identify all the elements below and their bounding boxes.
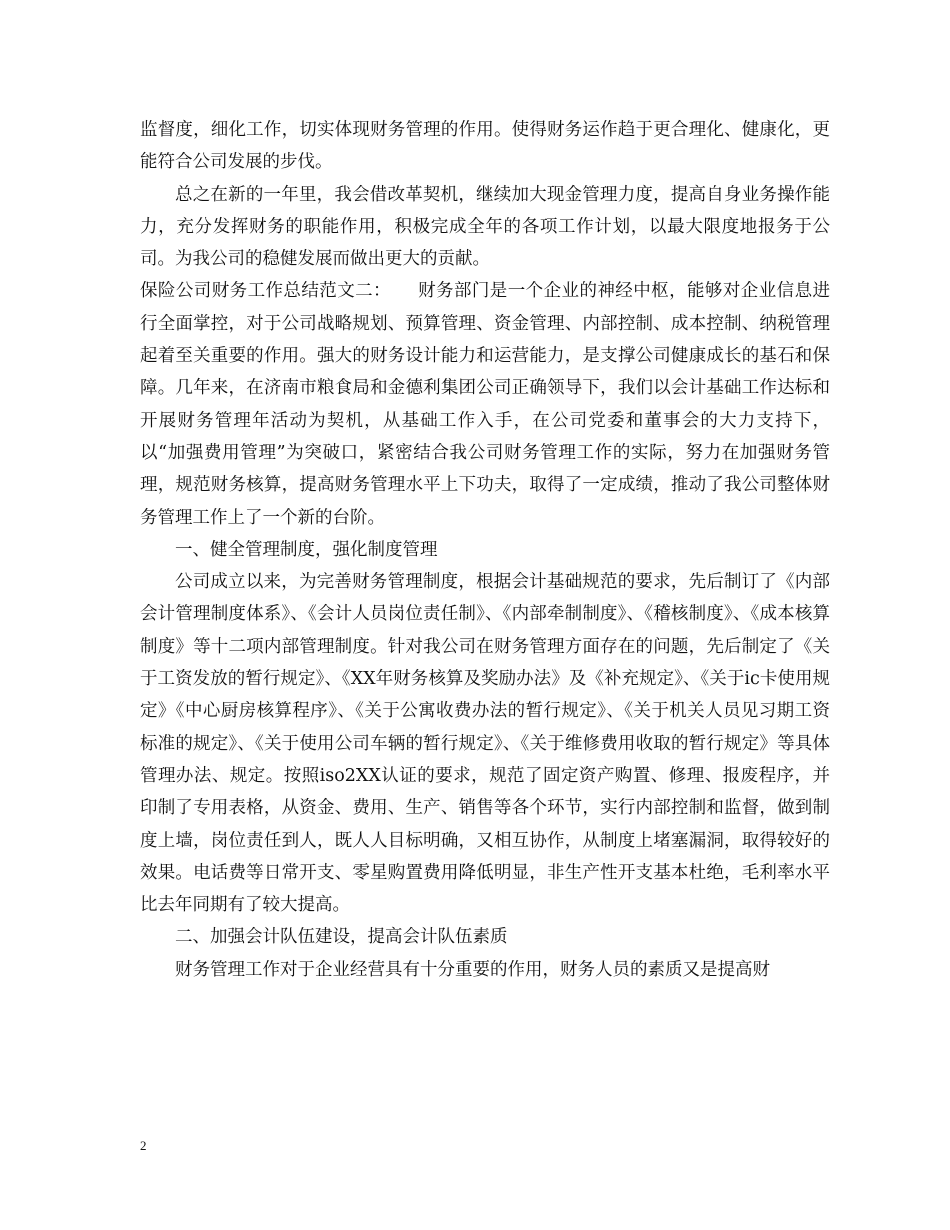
section-heading-2: 二、加强会计队伍建设，提高会计队伍素质 bbox=[175, 927, 508, 948]
document-body bbox=[140, 114, 830, 986]
paragraph-sample-two-intro: 保险公司财务工作总结范文二： 财务部门是一个企业的神经中枢，能够对企业信息进行全面掌控，对于公司战略规划、预算管理、资金管理、内部控制、成本控制、纳税管理起着至关重要的作用。强大的财务设计能力和运营能力，是支撑公司健康成长的基石和保障。几年来，在济南市粮食局和金德利集团公司正确领导下，我们以会计基础工作达标和开展财务管理年活动为契机，从基础工作入手，在公司党委和董事会的大力支持下，以“加强费用管理”为突破口，紧密结合我公司财务管理工作的实际，努力在加强财务管理，规范财务核算，提高财务管理水平上下功夫，取得了一定成绩，推动了我公司整体财务管理工作上了一个新的台阶。 bbox=[140, 281, 830, 528]
paragraph-conclusion: 总之在新的一年里，我会借改革契机，继续加大现金管理力度，提高自身业务操作能力，充分发挥财务的职能作用，积极完成全年的各项工作计划，以最大限度地报务于公司。为我公司的稳健发展而做出更大的贡献。 bbox=[140, 184, 830, 270]
paragraph-management-system: 公司成立以来，为完善财务管理制度，根据会计基础规范的要求，先后制订了《内部会计管理制度体系》、《会计人员岗位责任制》、《内部牵制制度》、《稽核制度》、《成本核算制度》等十二项内部管理制度。针对我公司在财务管理方面存在的问题，先后制定了《关于工资发放的暂行规定》、《XX年财务核算及奖励办法》及《补充规定》、《关于ic卡使用规定》《中心厨房核算程序》、《关于公寓收费办法的暂行规定》、《关于机关人员见习期工资标准的规定》、《关于使用公司车辆的暂行规定》、《关于维修费用收取的暂行规定》等具体管理办法、规定。按照iso2XX认证的要求，规范了固定资产购置、修理、报废程序，并印制了专用表格，从资金、费用、生产、销售等各个环节，实行内部控制和监督，做到制度上墙，岗位责任到人，既人人目标明确，又相互协作，从制度上堵塞漏洞，取得较好的效果。电话费等日常开支、零星购置费用降低明显，非生产性开支基本杜绝，毛利率水平比去年同期有了较大提高。 bbox=[140, 572, 830, 916]
paragraph-continuation: 监督度，细化工作，切实体现财务管理的作用。使得财务运作趋于更合理化、健康化，更能符合公司发展的步伐。 bbox=[140, 120, 830, 173]
page-number: 2 bbox=[140, 1138, 147, 1153]
section-heading-1: 一、健全管理制度，强化制度管理 bbox=[175, 539, 438, 560]
paragraph-team-building: 财务管理工作对于企业经营具有十分重要的作用，财务人员的素质又是提高财 bbox=[175, 959, 770, 980]
